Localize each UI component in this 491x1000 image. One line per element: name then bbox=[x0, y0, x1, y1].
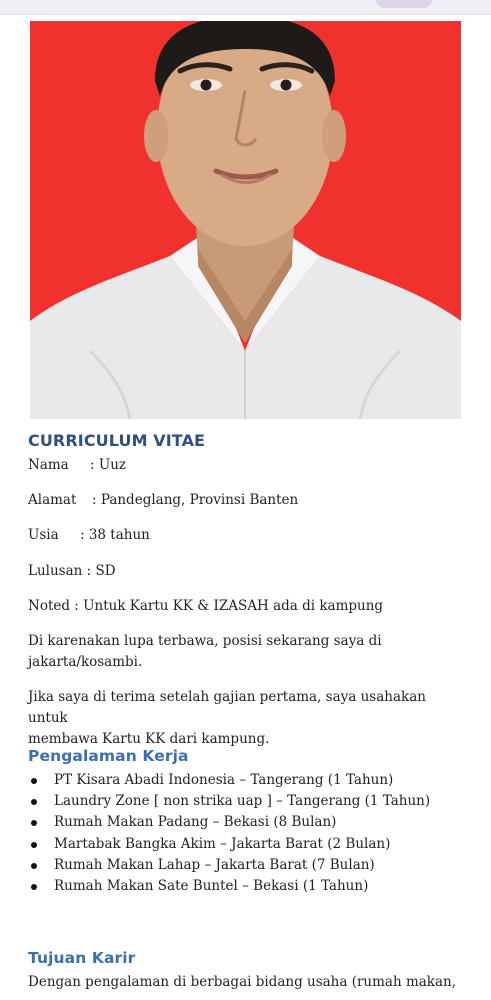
list-item bbox=[28, 876, 430, 897]
age-label: Usia bbox=[28, 527, 59, 543]
bullet-icon bbox=[31, 842, 37, 848]
list-item bbox=[28, 834, 430, 855]
document-promise-note bbox=[28, 687, 468, 750]
list-item bbox=[28, 791, 430, 812]
name-label: Nama bbox=[28, 457, 69, 473]
career-goal-text: Dengan pengalaman di berbagai bidang usaha (rumah makan, bbox=[28, 974, 457, 990]
work-experience-list bbox=[28, 770, 430, 897]
document-promise-line-1: Jika saya di terima setelah gajian pertama, saya usahakan untuk bbox=[28, 689, 426, 726]
career-goal-heading: Tujuan Karir bbox=[28, 949, 136, 967]
name-field bbox=[28, 455, 126, 476]
bullet-icon bbox=[31, 778, 37, 784]
list-item-text: Rumah Makan Padang – Bekasi (8 Bulan) bbox=[54, 814, 337, 831]
document-promise-line-2: membawa Kartu KK dari kampung. bbox=[28, 731, 270, 747]
bullet-icon bbox=[31, 799, 37, 805]
location-note-line-2: jakarta/kosambi. bbox=[28, 654, 143, 670]
top-bar-button[interactable] bbox=[376, 0, 432, 8]
list-item-text: Laundry Zone [ non strika uap ] – Tangerang (1 Tahun) bbox=[54, 793, 431, 810]
education-field: Lulusan : SD bbox=[28, 563, 116, 579]
bullet-icon bbox=[31, 820, 37, 826]
list-item bbox=[28, 770, 430, 791]
work-experience-heading: Pengalaman Kerja bbox=[28, 747, 189, 765]
list-item bbox=[28, 812, 430, 833]
list-item bbox=[28, 855, 430, 876]
age-field bbox=[28, 525, 150, 546]
documents-note: Noted : Untuk Kartu KK & IZASAH ada di kampung bbox=[28, 598, 384, 614]
list-item-text: PT Kisara Abadi Indonesia – Tangerang (1 Tahun) bbox=[54, 772, 394, 788]
cv-title: CURRICULUM VITAE bbox=[28, 431, 206, 450]
location-note-line-1: Di karenakan lupa terbawa, posisi sekarang saya di bbox=[28, 633, 382, 649]
address-label: Alamat bbox=[28, 492, 77, 508]
address-value: : Pandeglang, Provinsi Banten bbox=[92, 492, 299, 508]
list-item-text: Martabak Bangka Akim – Jakarta Barat (2 Bulan) bbox=[54, 835, 391, 852]
profile-photo bbox=[30, 21, 461, 419]
top-bar bbox=[0, 0, 491, 15]
bullet-icon bbox=[31, 884, 37, 890]
address-field bbox=[28, 490, 298, 511]
name-value: : Uuz bbox=[90, 457, 127, 473]
location-note bbox=[28, 631, 468, 673]
bullet-icon bbox=[31, 863, 37, 869]
list-item-text: Rumah Makan Sate Buntel – Bekasi (1 Tahun) bbox=[54, 877, 369, 894]
list-item-text: Rumah Makan Lahap – Jakarta Barat (7 Bulan) bbox=[54, 856, 375, 873]
age-value: : 38 tahun bbox=[80, 527, 150, 543]
